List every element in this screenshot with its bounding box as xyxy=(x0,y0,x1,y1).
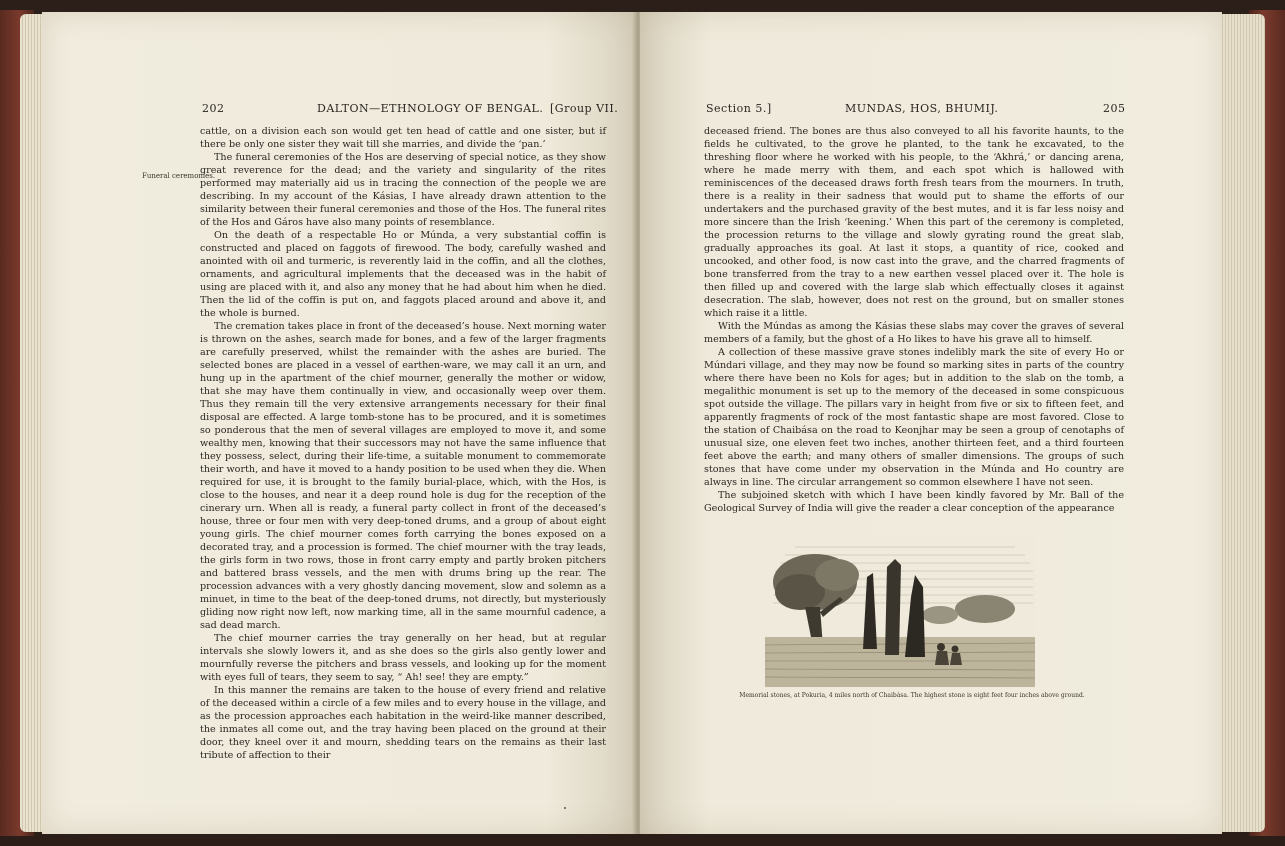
right-body-text xyxy=(704,125,1124,515)
right-section-label: Section 5.] xyxy=(706,102,772,115)
paragraph: A collection of these massive grave stones indelibly mark the site of every Ho or Múndari village, and they may now be found so marking sites in parts of the country where there have been no Kols for ages; but in addition to the slab on the tomb, a megalithic monument is set up to the memory of the deceased in some conspicuous spot outside the village. The pillars vary in height from five or six to fifteen feet, and apparently fragments of rock of the most fantastic shape are most favored. Close to the station of Chaibása on the road to Keonjhar may be seen a group of cenotaphs of unusual size, one eleven feet two inches, another thirteen feet, and a third fourteen feet above the earth; and many others of smaller dimensions. The groups of such stones that have come under my observation in the Múnda and Ho country are always in line. The circular arrangement so common elsewhere I have not seen. xyxy=(704,347,1124,488)
paragraph: In this manner the remains are taken to the house of every friend and relative of the deceased within a circle of a few miles and to every house in the village, and as the procession approaches each habitation in the weird-like manner described, the inmates all come out, and the tray having been placed on the ground at their door, they kneel over it and mourn, shedding tears on the remains as their last tribute of affection to their xyxy=(200,685,606,761)
paragraph: The funeral ceremonies of the Hos are deserving of special notice, as they show great reverence for the dead; and the variety and singularity of the rites performed may materially aid us in tracing the connection of the people we are describing. In my account of the Kásias, I have already drawn attention to the similarity between their funeral ceremonies and those of the Hos. The funeral rites of the Hos and Gáros have also many points of resemblance. xyxy=(200,152,606,228)
left-running-title: DALTON—ETHNOLOGY OF BENGAL. xyxy=(317,102,544,115)
paragraph: The cremation takes place in front of the deceased’s house. Next morning water is thrown on the ashes, search made for bones, and a few of the larger fragments are carefully preserved, whilst the remainder with the ashes are buried. The selected bones are placed in a vessel of earthen-ware, we may call it an urn, and hung up in the apartment of the chief mourner, generally the mother or widow, that she may have them continually in view, and occasionally weep over them. Thus they remain till the very extensive arrangements necessary for their final disposal are effected. A large tomb-stone has to be procured, and it is sometimes so ponderous that the men of several villages are employed to move it, and some wealthy men, knowing that their successors may not have the same influence that they possess, select, during their life-time, a suitable monument to commemorate their worth, and have it moved to a handy position to be used when they die. When required for use, it is brought to the family burial-place, which, with the Hos, is close to the houses, and near it a deep round hole is dug for the reception of the cinerary urn. When all is ready, a funeral party collect in front of the deceased’s house, three or four men with very deep-toned drums, and a group of about eight young girls. The chief mourner comes forth carrying the bones exposed on a decorated tray, and a procession is formed. The chief mourner with the tray leads, the girls form in two rows, those in front carry empty and partly broken pitchers and battered brass vessels, and the men with drums bring up the rear. The procession advances with a very ghostly dancing movement, slow and solemn as a minuet, in time to the beat of the deep-toned drums, not directly, but mysteriously gliding now right now left, now marking time, all in the same mournful cadence, a sad dead march. xyxy=(200,321,606,631)
left-page-number: 202 xyxy=(202,102,225,115)
illustration-caption: Memorial stones, at Pokuria, 4 miles north of Chaibása. The highest stone is eight feet four inches above ground. xyxy=(739,692,1085,699)
paragraph: The subjoined sketch with which I have been kindly favored by Mr. Ball of the Geological Survey of India will give the reader a clear conception of the appearance xyxy=(704,490,1124,514)
left-body-text xyxy=(200,125,606,762)
right-page-number: 205 xyxy=(1103,102,1126,115)
paragraph: With the Múndas as among the Kásias these slabs may cover the graves of several members of a family, but the ghost of a Ho likes to have his grave all to himself. xyxy=(704,321,1124,345)
left-page xyxy=(42,12,636,834)
paragraph: cattle, on a division each son would get ten head of cattle and one sister, but if there be only one sister they wait till she marries, and divide the ‘pan.’ xyxy=(200,126,606,150)
paragraph: deceased friend. The bones are thus also conveyed to all his favorite haunts, to the fields he cultivated, to the grove he planted, to the tank he excavated, to the threshing floor where he worked with his people, to the ‘Akhrá,’ or dancing arena, where he made merry with them, and each spot which is hallowed with reminiscences of the deceased draws forth fresh tears from the mourners. In truth, there is a reality in their sadness that would put to shame the efforts of our undertakers and the purchased gravity of the best mutes, and it is far less noisy and more sincere than the Irish ‘keening.’ When this part of the ceremony is completed, the procession returns to the village and slowly gyrating round the great slab, gradually approaches its goal. At last it stops, a quantity of rice, cooked and uncooked, and other food, is now cast into the grave, and the charred fragments of bone transferred from the tray to a new earthen vessel placed over it. The hole is then filled up and covered with the large slab which effectually closes it against desecration. The slab, however, does not rest on the ground, but on smaller stones which raise it a little. xyxy=(704,126,1124,319)
paragraph: On the death of a respectable Ho or Múnda, a very substantial coffin is constructed and placed on faggots of firewood. The body, carefully washed and anointed with oil and turmeric, is reverently laid in the coffin, and all the clothes, ornaments, and agricultural implements that the deceased was in the habit of using are placed with it, and also any money that he had about him when he died. Then the lid of the coffin is put on, and faggots placed around and above it, and the whole is burned. xyxy=(200,230,606,319)
paragraph: The chief mourner carries the tray generally on her head, but at regular intervals she slowly lowers it, and as she does so the girls also gently lower and mournfully reverse the pitchers and brass vessels, and looking up for the moment with eyes full of tears, they seem to say, “ Ah! see! they are empty.” xyxy=(200,633,606,683)
right-running-title: MUNDAS, HOS, BHUMIJ. xyxy=(845,102,999,115)
memorial-stones-engraving xyxy=(765,537,1035,687)
right-page xyxy=(640,12,1222,834)
left-group-label: [Group VII. xyxy=(550,102,619,115)
margin-sidenote: Funeral ceremonies. xyxy=(142,172,216,180)
page-speck xyxy=(564,807,566,809)
